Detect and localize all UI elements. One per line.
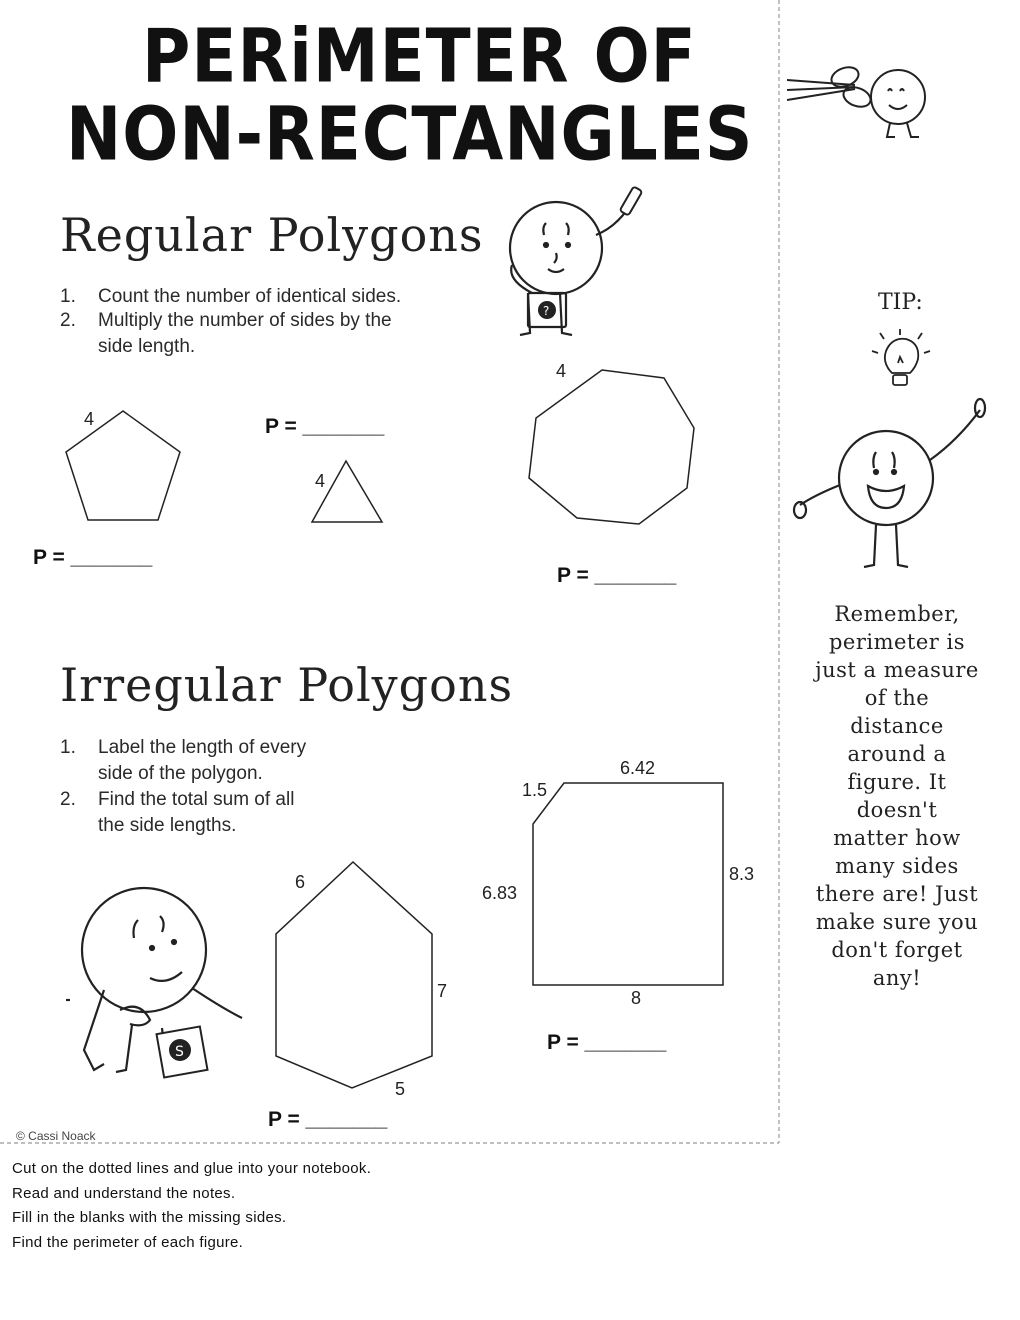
instruction-line: Read and understand the notes. [12,1184,236,1202]
pencil-character [498,185,668,355]
tip-line: of the [864,686,930,710]
regular-polygons-heading: Regular Polygons [60,208,484,262]
copyright-text: © Cassi Noack [16,1129,96,1143]
octagon-perimeter-blank: P = _______ [557,564,677,587]
irregular-pentagon-shape [530,780,730,992]
tip-line: there are! Just [815,882,979,906]
step-text: Multiply the number of sides by the [98,310,392,331]
tip-line: Remember, [834,602,960,626]
gear-card-icon [157,1027,208,1078]
regular-step-2 [60,308,392,360]
step-text-cont: side of the polygon. [98,763,263,784]
pentagon-side-label: 4 [84,409,95,429]
quad-label-corner: 1.5 [522,780,548,800]
title-line-1: PERiMETER OF [142,13,697,100]
step-text-cont: the side lengths. [98,815,237,836]
svg-text:S: S [175,1044,184,1060]
triangle-perimeter-blank: P = _______ [265,415,385,438]
title-line-2: NON-RECTANGLES [66,91,754,178]
irregular-polygons-heading: Irregular Polygons [60,658,514,712]
quad-perimeter-blank: P = _______ [547,1031,667,1054]
tip-line: distance [850,714,944,738]
tip-line: around a [847,742,947,766]
hexagon-label-top: 6 [295,872,306,892]
tip-line: matter how [833,826,961,850]
tip-line: perimeter is [828,630,966,654]
instruction-line: Fill in the blanks with the missing sides. [12,1209,287,1226]
triangle-side-label: 4 [315,471,326,491]
tip-line: figure. It [847,770,947,794]
irregular-hexagon-shape [272,858,437,1093]
tip-line: don't forget [831,938,963,962]
hexagon-label-right: 7 [437,981,448,1001]
svg-text:?: ? [543,304,550,318]
tip-line: doesn't [856,798,938,822]
excited-character [790,390,990,580]
octagon-side-label: 4 [556,361,567,381]
scissors-icon [785,55,955,145]
irregular-step-2 [60,787,294,839]
tip-line: many sides [835,854,959,878]
tip-line: make sure you [815,910,979,934]
step-number: 2. [60,310,76,331]
tip-line: any! [872,966,922,990]
hexagon-label-bottom: 5 [395,1079,406,1099]
step-text: Label the length of every [98,737,307,758]
pentagon-perimeter-blank: P = _______ [33,546,153,569]
step-number: 1. [60,737,76,758]
quad-label-left: 6.83 [482,883,518,903]
octagon-shape [524,366,699,531]
quad-label-bottom: 8 [631,988,642,1008]
quad-label-right: 8.3 [729,864,755,884]
quad-label-top: 6.42 [620,758,656,778]
tip-text-block [784,600,1010,992]
step-text-cont: side length. [98,336,196,357]
step-text: Find the total sum of all [98,789,295,810]
step-number: 1. [60,286,76,307]
instruction-line: Cut on the dotted lines and glue into your notebook. [12,1160,372,1177]
tip-label: TIP: [878,290,923,315]
pentagon-shape [62,408,192,528]
triangle-shape [310,458,390,528]
tip-line: just a measure [815,658,979,682]
instructions-list [12,1157,371,1255]
step-text: Count the number of identical sides. [98,286,402,307]
gear-card-icon [538,301,556,319]
irregular-step-1 [60,735,306,787]
instruction-line: Find the perimeter of each figure. [12,1233,244,1251]
step-number: 2. [60,789,76,810]
regular-step-1 [60,284,401,310]
lightbulb-icon [872,333,932,393]
thinking-character [62,880,252,1090]
hexagon-perimeter-blank: P = _______ [268,1108,388,1131]
